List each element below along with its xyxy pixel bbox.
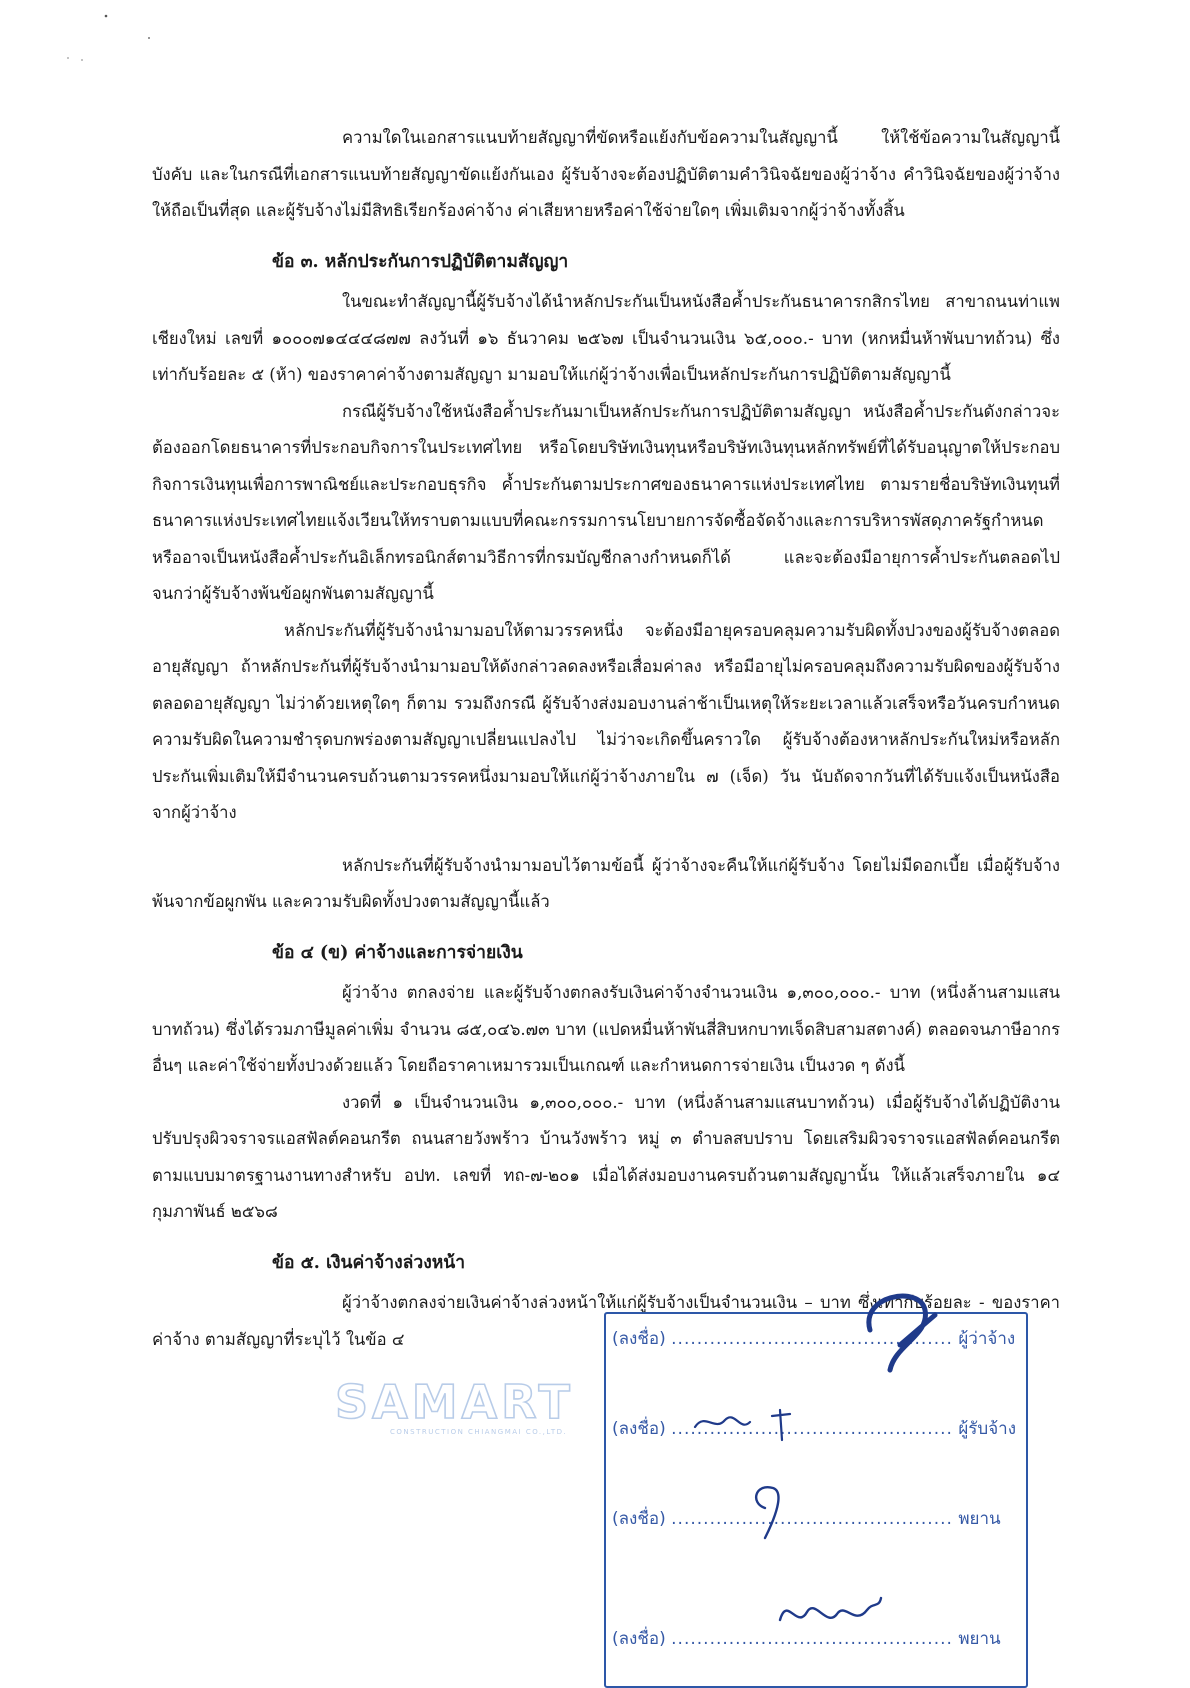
section-4-heading: ข้อ ๔ (ข) ค่าจ้างและการจ่ายเงิน xyxy=(272,942,523,963)
paragraph-payment-amount: ผู้ว่าจ้าง ตกลงจ่าย และผู้รับจ้างตกลงรับเงินค่าจ้างจำนวนเงิน ๑,๓๐๐,๐๐๐.- บาท (หนึ่งล้านสามแสนบาทถ้วน) ซึ่งได้รวมภาษีมูลค่าเพิ่ม จำนวน ๘๕,๐๔๖.๗๓ บาท (แปดหมื่นห้าพันสี่สิบหกบาทเจ็ดสิบสามสตางค์) ตลอดจนภาษีอากรอื่นๆ และค่าใช้จ่ายทั้งปวงด้วยแล้ว โดยถือราคาเหมารวมเป็นเกณฑ์ และกำหนดการจ่ายเงิน เป็นงวด ๆ ดังนี้ xyxy=(152,983,1060,1075)
dotted-line: ............................................ xyxy=(671,1419,953,1439)
paragraph-guarantee-coverage: หลักประกันที่ผู้รับจ้างนำมามอบให้ตามวรรคหนึ่ง จะต้องมีอายุครอบคลุมความรับผิดทั้งปวงของผู้รับจ้างตลอดอายุสัญญา ถ้าหลักประกันที่ผู้รับจ้างนำมามอบให้ดังกล่าวลดลงหรือเสื่อมค่าลง หรือมีอายุไม่ครอบคลุมถึงความรับผิดของผู้รับจ้างตลอดอายุสัญญา ไม่ว่าด้วยเหตุใดๆ ก็ตาม รวมถึงกรณี ผู้รับจ้างส่งมอบงานล่าช้าเป็นเหตุให้ระยะเวลาแล้วเสร็จหรือวันครบกำหนดความรับผิดในความชำรุดบกพร่องตามสัญญาเปลี่ยนแปลงไป ไม่ว่าจะเกิดขึ้นคราวใด ผู้รับจ้างต้องหาหลักประกันใหม่หรือหลักประกันเพิ่มเติมให้มีจำนวนครบถ้วนตามวรรคหนึ่งมามอบให้แก่ผู้ว่าจ้างภายใน ๗ (เจ็ด) วัน นับถัดจากวันที่ได้รับแจ้งเป็นหนังสือจากผู้ว่าจ้าง xyxy=(152,620,1060,822)
witness-2-signature xyxy=(775,1590,885,1635)
signature-line-witness-1 xyxy=(612,1505,1022,1532)
role-employer: ผู้ว่าจ้าง xyxy=(958,1329,1016,1349)
logo-subtitle: CONSTRUCTION CHIANGMAI CO.,LTD. xyxy=(390,1428,568,1436)
contract-body xyxy=(152,120,1060,1358)
paragraph-advance-payment: ผู้ว่าจ้างตกลงจ่ายเงินค่าจ้างล่วงหน้าให้แก่ผู้รับจ้างเป็นจำนวนเงิน – บาท ซึ่งเท่ากับร้อยละ - ของราคาค่าจ้าง ตามสัญญาที่ระบุไว้ ในข้อ ๔ xyxy=(152,1293,1060,1349)
sign-label: (ลงชื่อ) xyxy=(612,1329,666,1349)
dotted-line: ............................................ xyxy=(671,1629,953,1649)
dotted-line: ............................................ xyxy=(671,1509,953,1529)
sign-label: (ลงชื่อ) xyxy=(612,1419,666,1439)
role-witness: พยาน xyxy=(958,1509,1001,1529)
paragraph-guarantee-detail: ในขณะทำสัญญานี้ผู้รับจ้างได้นำหลักประกันเป็นหนังสือค้ำประกันธนาคารกสิกรไทย สาขาถนนท่าแพ เชียงใหม่ เลขที่ ๑๐๐๐๗๑๔๔๔๘๗๗ ลงวันที่ ๑๖ ธันวาคม ๒๕๖๗ เป็นจำนวนเงิน ๖๕,๐๐๐.- บาท (หกหมื่นห้าพันบาทถ้วน) ซึ่งเท่ากับร้อยละ ๕ (ห้า) ของราคาค่าจ้างตามสัญญา มามอบให้แก่ผู้ว่าจ้างเพื่อเป็นหลักประกันการปฏิบัติตามสัญญานี้ xyxy=(152,292,1060,384)
paragraph-guarantee-letter: กรณีผู้รับจ้างใช้หนังสือค้ำประกันมาเป็นหลักประกันการปฏิบัติตามสัญญา หนังสือค้ำประกันดังกล่าวจะต้องออกโดยธนาคารที่ประกอบกิจการในประเทศไทย หรือโดยบริษัทเงินทุนหรือบริษัทเงินทุนหลักทรัพย์ที่ได้รับอนุญาตให้ประกอบกิจการเงินทุนเพื่อการพาณิชย์และประกอบธุรกิจ ค้ำประกันตามประกาศของธนาคารแห่งประเทศไทย ตามรายชื่อบริษัทเงินทุนที่ธนาคารแห่งประเทศไทยแจ้งเวียนให้ทราบตามแบบที่คณะกรรมการนโยบายการจัดซื้อจัดจ้างและการบริหารพัสดุภาครัฐกำหนดหรืออาจเป็นหนังสือค้ำประกันอิเล็กทรอนิกส์ตามวิธีการที่กรมบัญชีกลางกำหนดก็ได้ และจะต้องมีอายุการค้ำประกันตลอดไปจนกว่าผู้รับจ้างพ้นข้อผูกพันตามสัญญานี้ xyxy=(152,401,1060,603)
dotted-line: ............................................ xyxy=(671,1329,953,1349)
samart-logo xyxy=(330,1372,600,1442)
logo-name: SAMART xyxy=(335,1375,574,1429)
section-3-heading: ข้อ ๓. หลักประกันการปฏิบัติตามสัญญา xyxy=(272,251,569,272)
paragraph-attachment-conflict: ความใดในเอกสารแนบท้ายสัญญาที่ขัดหรือแย้งกับข้อความในสัญญานี้ ให้ใช้ข้อความในสัญญานี้บังคับ และในกรณีที่เอกสารแนบท้ายสัญญาขัดแย้งกันเอง ผู้รับจ้างจะต้องปฏิบัติตามคำวินิจฉัยของผู้ว่าจ้าง คำวินิจฉัยของผู้ว่าจ้างให้ถือเป็นที่สุด และผู้รับจ้างไม่มีสิทธิเรียกร้องค่าจ้าง ค่าเสียหายหรือค่าใช้จ่ายใดๆ เพิ่มเติมจากผู้ว่าจ้างทั้งสิ้น xyxy=(152,128,1060,220)
sign-label: (ลงชื่อ) xyxy=(612,1509,666,1529)
role-witness: พยาน xyxy=(958,1629,1001,1649)
spacer xyxy=(152,832,1060,848)
scan-marks xyxy=(50,10,170,70)
contractor-signature xyxy=(690,1402,810,1442)
paragraph-installment-1: งวดที่ ๑ เป็นจำนวนเงิน ๑,๓๐๐,๐๐๐.- บาท (หนึ่งล้านสามแสนบาทถ้วน) เมื่อผู้รับจ้างได้ปฏิบัติงานปรับปรุงผิวจราจรแอสฟัลต์คอนกรีต ถนนสายวังพร้าว บ้านวังพร้าว หมู่ ๓ ตำบลสบปราบ โดยเสริมผิวจราจรแอสฟัลต์คอนกรีต ตามแบบมาตรฐานงานทางสำหรับ อปท. เลขที่ ทถ-๗-๒๐๑ เมื่อได้ส่งมอบงานครบถ้วนตามสัญญานั้น ให้แล้วเสร็จภายใน ๑๔ กุมภาพันธ์ ๒๕๖๘ xyxy=(152,1092,1060,1221)
sign-label: (ลงชื่อ) xyxy=(612,1629,666,1649)
section-5-heading: ข้อ ๕. เงินค่าจ้างล่วงหน้า xyxy=(272,1252,466,1273)
paragraph-guarantee-return: หลักประกันที่ผู้รับจ้างนำมามอบไว้ตามข้อนี้ ผู้ว่าจ้างจะคืนให้แก่ผู้รับจ้าง โดยไม่มีดอกเบี้ย เมื่อผู้รับจ้างพ้นจากข้อผูกพัน และความรับผิดทั้งปวงตามสัญญานี้แล้ว xyxy=(152,855,1060,911)
employer-signature xyxy=(840,1275,960,1385)
signature-line-contractor xyxy=(612,1415,1022,1442)
witness-1-signature xyxy=(735,1478,795,1548)
role-contractor: ผู้รับจ้าง xyxy=(958,1419,1017,1439)
signature-line-employer xyxy=(612,1325,1022,1352)
